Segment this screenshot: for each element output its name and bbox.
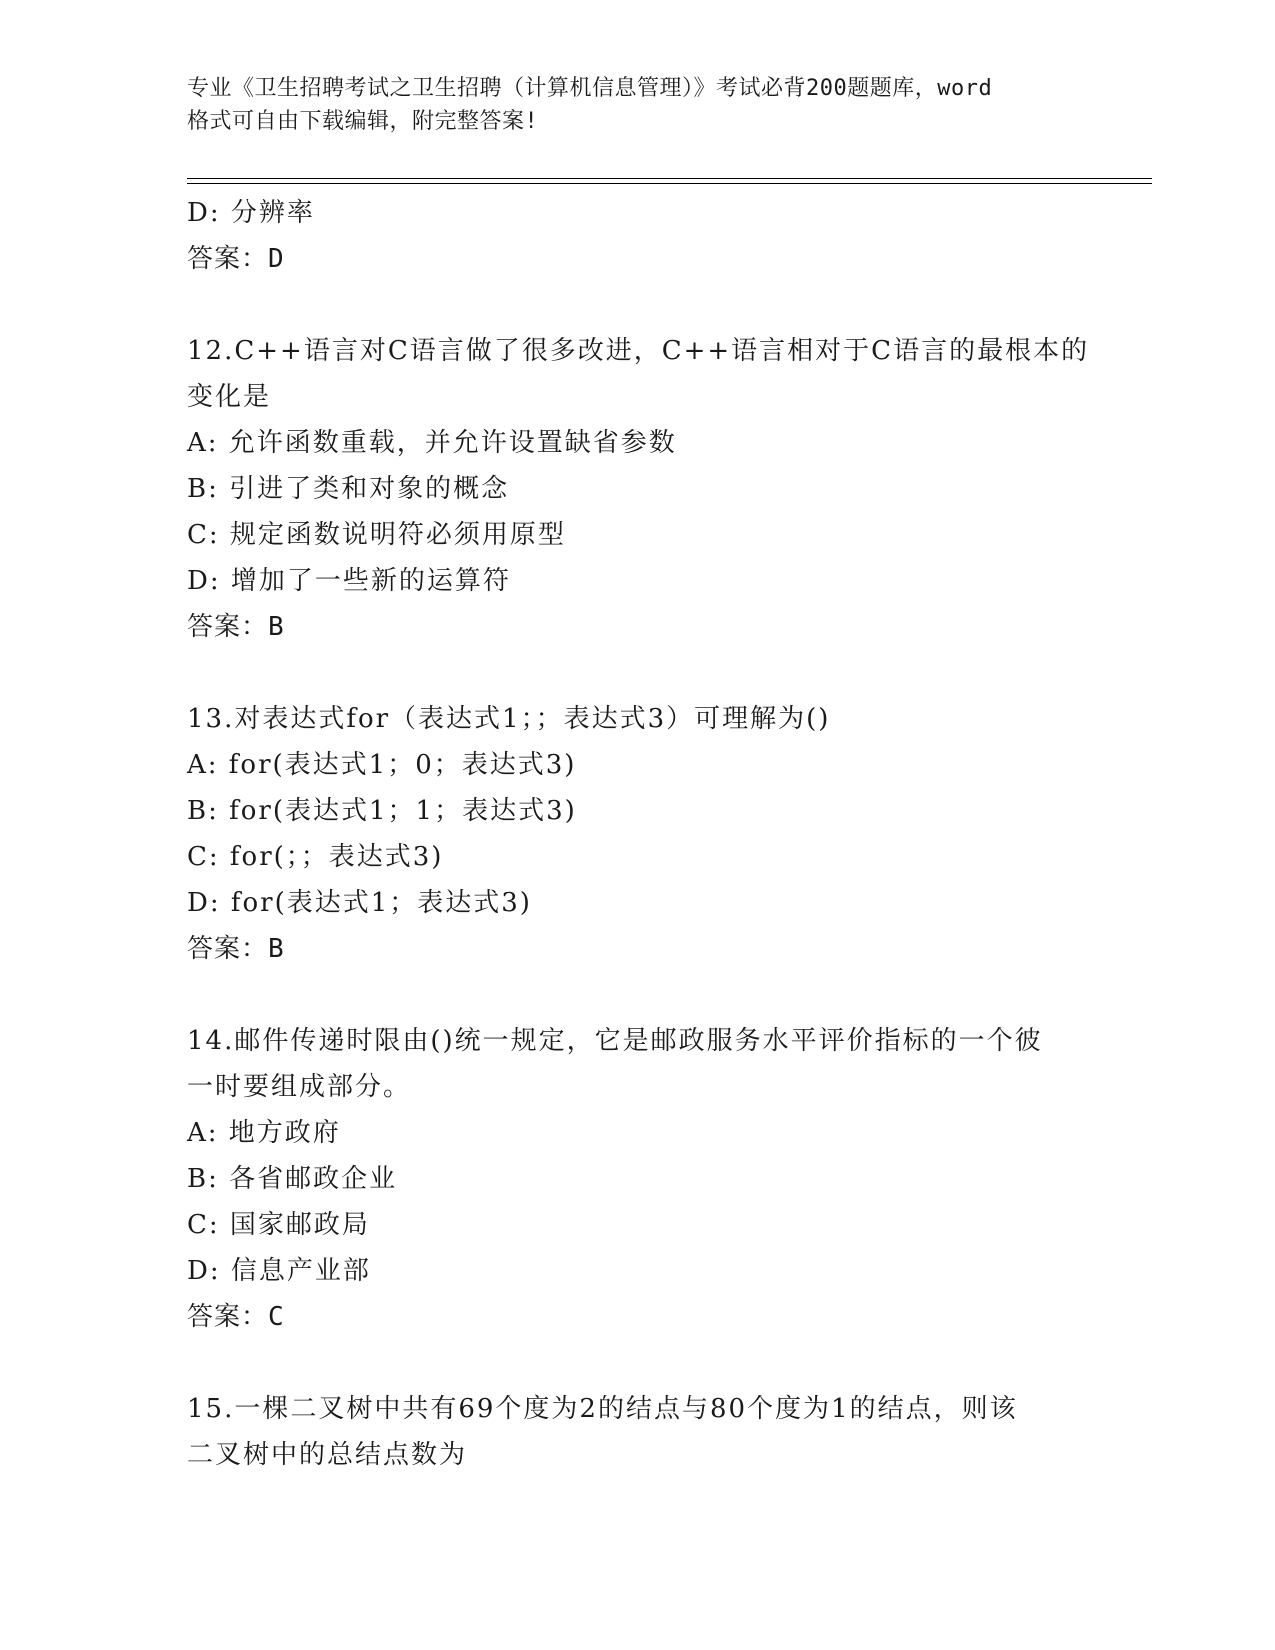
answer-value: B (268, 934, 285, 964)
answer-value: D (268, 244, 285, 274)
question-12 (187, 328, 1090, 650)
option-b: B: for(表达式1；1；表达式3) (187, 796, 577, 826)
option-a: A: for(表达式1；0；表达式3) (187, 750, 577, 780)
option-b: B: 各省邮政企业 (187, 1164, 398, 1194)
option-d: D: 增加了一些新的运算符 (187, 566, 511, 596)
answer-value: C (268, 1302, 285, 1332)
question-stem: 12.C++语言对C语言做了很多改进，C++语言相对于C语言的最根本的 (187, 336, 1090, 366)
answer-label: 答案： (187, 244, 269, 274)
answer-line (187, 926, 1087, 972)
answer-label: 答案： (187, 934, 269, 964)
answer-line (187, 236, 1087, 282)
option-c: C: 国家邮政局 (187, 1210, 370, 1240)
question-stem: 二叉树中的总结点数为 (187, 1440, 468, 1470)
option-a: A: 地方政府 (187, 1118, 341, 1148)
answer-line (187, 604, 1087, 650)
question-15 (187, 1386, 1087, 1478)
question-stem: 13.对表达式for（表达式1；；表达式3）可理解为() (187, 704, 831, 734)
question-stem: 一时要组成部分。 (187, 1072, 412, 1102)
document-header (187, 72, 1087, 138)
question-13 (187, 696, 1087, 972)
question-stem: 变化是 (187, 382, 272, 412)
header-line-1: 专业《卫生招聘考试之卫生招聘（计算机信息管理）》考试必背200题题库，word (187, 76, 993, 101)
answer-label: 答案： (187, 1302, 269, 1332)
option-d: D: for(表达式1；表达式3) (187, 888, 532, 918)
question-14 (187, 1018, 1087, 1340)
question-stem: 14.邮件传递时限由()统一规定，它是邮政服务水平评价指标的一个彼 (187, 1026, 1043, 1056)
answer-value: B (268, 612, 285, 642)
option-a: A: 允许函数重载，并允许设置缺省参数 (187, 428, 677, 458)
answer-line (187, 1294, 1087, 1340)
question-content (187, 190, 1090, 1478)
header-divider-bottom (187, 183, 1152, 184)
option-c: C: for(；；表达式3) (187, 842, 444, 872)
option-d: D: 分辨率 (187, 198, 315, 228)
option-c: C: 规定函数说明符必须用原型 (187, 520, 566, 550)
option-d: D: 信息产业部 (187, 1256, 371, 1286)
header-divider-top (187, 178, 1152, 179)
answer-label: 答案： (187, 612, 269, 642)
question-stem: 15.一棵二叉树中共有69个度为2的结点与80个度为1的结点，则该 (187, 1394, 1018, 1424)
option-b: B: 引进了类和对象的概念 (187, 474, 510, 504)
header-line-2: 格式可自由下载编辑，附完整答案! (187, 109, 539, 134)
